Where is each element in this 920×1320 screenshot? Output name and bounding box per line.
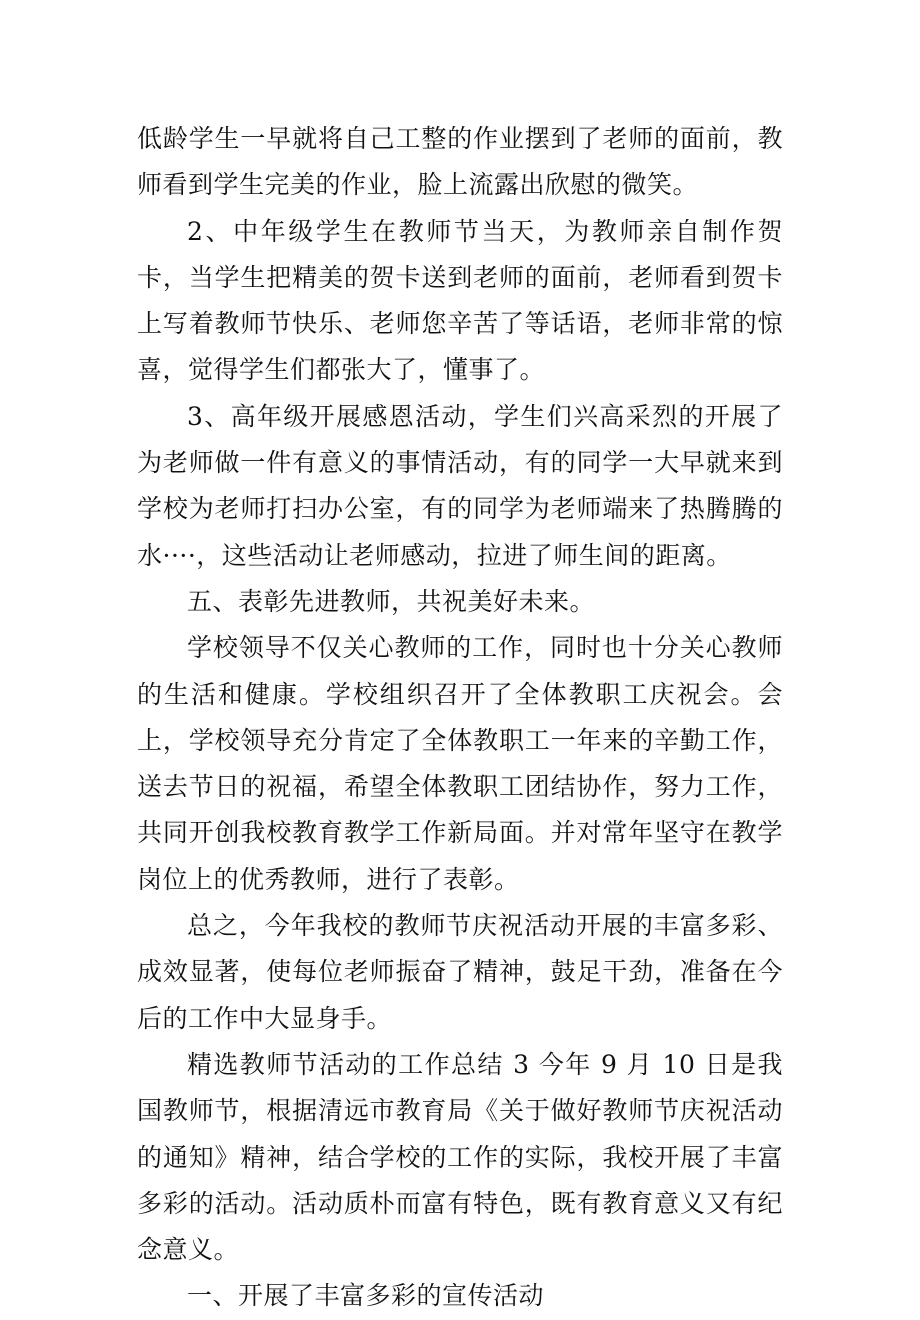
document-body bbox=[137, 116, 783, 1320]
paragraph-item-2: 2、中年级学生在教师节当天，为教师亲自制作贺卡，当学生把精美的贺卡送到老师的面前，老师看到贺卡上写着教师节快乐、老师您辛苦了等话语，老师非常的惊喜，觉得学生们都张大了，懂事了。 bbox=[137, 216, 783, 385]
section-heading-5: 五、表彰先进教师，共祝美好未来。 bbox=[187, 586, 596, 616]
section-heading-1: 一、开展了丰富多彩的宣传活动 bbox=[187, 1281, 545, 1311]
paragraph-summary-3-intro: 精选教师节活动的工作总结 3 今年 9 月 10 日是我国教师节，根据清远市教育局《关于做好教师节庆祝活动的通知》精神，结合学校的工作的实际，我校开展了丰富多彩的活动。活动质朴而富有特色，既有教育意义又有纪念意义。 bbox=[137, 1049, 783, 1265]
paragraph-leaders: 学校领导不仅关心教师的工作，同时也十分关心教师的生活和健康。学校组织召开了全体教职工庆祝会。会上，学校领导充分肯定了全体教职工一年来的辛勤工作，送去节日的祝福，希望全体教职工团结协作，努力工作，共同开创我校教育教学工作新局面。并对常年坚守在教学岗位上的优秀教师，进行了表彰。 bbox=[137, 633, 783, 894]
paragraph-continuation: 低龄学生一早就将自己工整的作业摆到了老师的面前，教师看到学生完美的作业，脸上流露出欣慰的微笑。 bbox=[137, 124, 783, 200]
paragraph-conclusion: 总之，今年我校的教师节庆祝活动开展的丰富多彩、成效显著，使每位老师振奋了精神，鼓足干劲，准备在今后的工作中大显身手。 bbox=[137, 911, 783, 1033]
paragraph-item-3: 3、高年级开展感恩活动，学生们兴高采烈的开展了为老师做一件有意义的事情活动，有的同学一大早就来到学校为老师打扫办公室，有的同学为老师端来了热腾腾的水····，这些活动让老师感动，拉进了师生间的距离。 bbox=[137, 401, 783, 570]
